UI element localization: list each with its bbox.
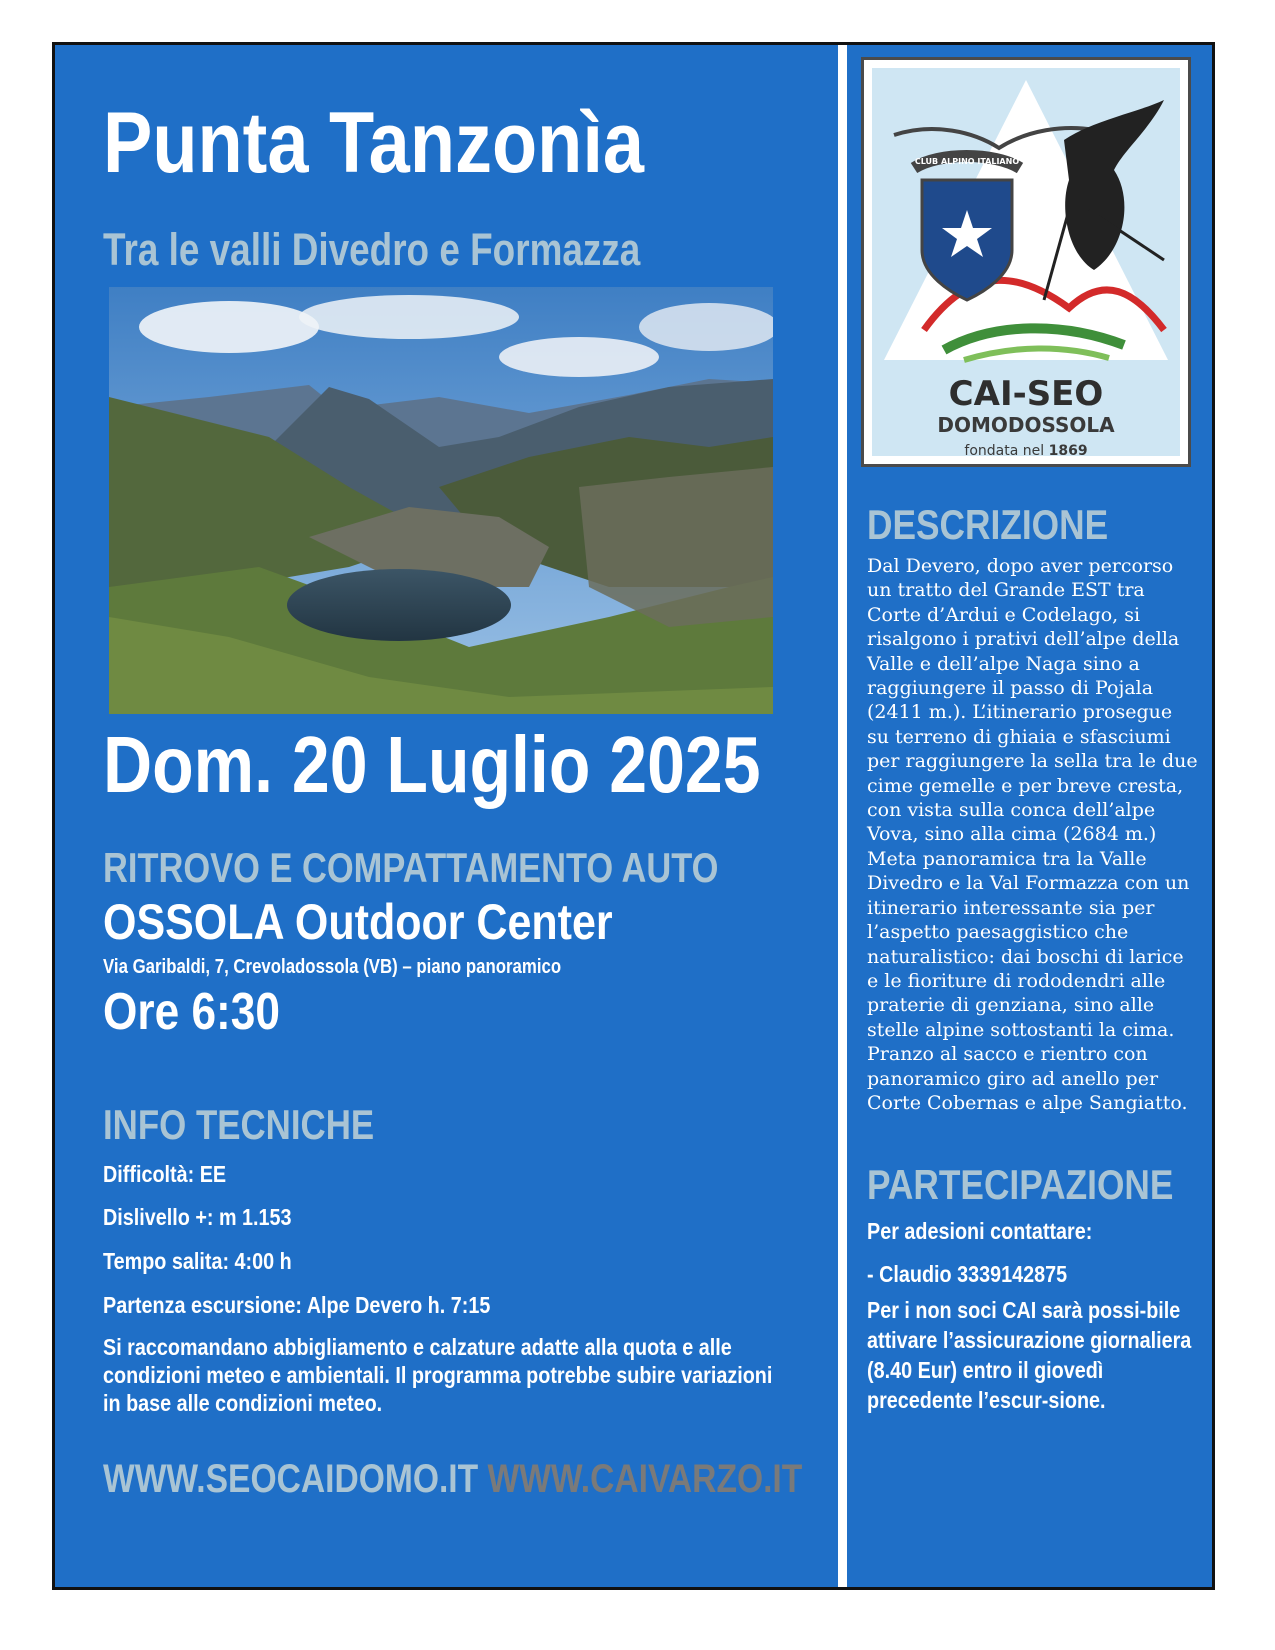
description-line: per raggiungere la sella tra le due xyxy=(867,750,1198,773)
info-difficulty: Difficoltà: EE xyxy=(103,1161,227,1187)
left-column xyxy=(55,45,838,1587)
meeting-time: Ore 6:30 xyxy=(103,983,280,1041)
meeting-address: Via Garibaldi, 7, Crevoladossola (VB) – piano panoramico xyxy=(103,956,562,978)
cai-seo-logo xyxy=(861,57,1191,467)
description-heading: DESCRIZIONE xyxy=(867,501,1109,548)
description-text xyxy=(867,554,1207,1115)
meeting-heading: RITROVO E COMPATTAMENTO AUTO xyxy=(103,844,719,891)
description-line: Meta panoramica tra la Valle xyxy=(867,847,1147,870)
column-divider xyxy=(838,45,847,1587)
description-line: raggiungere il passo di Pojala xyxy=(867,677,1154,700)
logo-ribbon: CLUB ALPINO ITALIANO xyxy=(914,157,1020,166)
description-line: risalgono i prativi dell’alpe della xyxy=(867,628,1180,651)
description-line: naturalistico: dai boschi di larice xyxy=(867,945,1184,968)
info-start: Partenza escursione: Alpe Devero h. 7:15 xyxy=(103,1292,491,1318)
meeting-place: OSSOLA Outdoor Center xyxy=(103,894,613,950)
participation-note: Per i non soci CAI sarà possi-bile attivare l’assicurazione giornaliera (8.40 Eur) entro il giovedì precedente l’escur-sione. xyxy=(867,1297,1192,1413)
description-line: Corte d’Ardui e Codelago, si xyxy=(867,603,1141,626)
description-line: panoramico giro ad anello per xyxy=(867,1067,1159,1090)
description-line: su terreno di ghiaia e sfasciumi xyxy=(867,725,1171,748)
logo-name: CAI-SEO xyxy=(948,374,1104,414)
description-line: l’aspetto paesaggistico che xyxy=(867,921,1129,944)
info-ascent-time: Tempo salita: 4:00 h xyxy=(103,1248,292,1274)
right-column xyxy=(847,45,1212,1587)
event-date: Dom. 20 Luglio 2025 xyxy=(103,720,761,809)
info-note: Si raccomandano abbigliamento e calzature adatte alla quota e alle condizioni meteo e ambientali. Il programma potrebbe subire variazioni in base alle condizioni meteo. xyxy=(103,1334,773,1416)
participation-heading: PARTECIPAZIONE xyxy=(867,1161,1174,1208)
description-line: e le fioriture di rododendri alle xyxy=(867,969,1166,992)
logo-founded: fondata nel 1869 xyxy=(964,443,1088,459)
description-line: cime gemelle e per breve cresta, xyxy=(867,774,1184,797)
description-line: Vova, sino alla cima (2684 m.) xyxy=(867,823,1157,846)
description-line: Divedro e la Val Formazza con un xyxy=(867,872,1190,895)
description-line: Corte Cobernas e alpe Sangiatto. xyxy=(867,1091,1188,1114)
website-links xyxy=(103,1455,802,1503)
description-line: itinerario interessante sia per xyxy=(867,896,1155,919)
description-line: Pranzo al sacco e rientro con xyxy=(867,1043,1148,1066)
participation-contact: - Claudio 3339142875 xyxy=(867,1261,1068,1287)
event-title: Punta Tanzonìa xyxy=(103,95,645,191)
description-line: stelle alpine sottostanti la cima. xyxy=(867,1018,1175,1041)
description-line: Valle e dell’alpe Naga sino a xyxy=(867,652,1140,675)
description-line: Dal Devero, dopo aver percorso xyxy=(867,555,1174,577)
mountain-lake-photo xyxy=(109,287,773,714)
event-subtitle: Tra le valli Divedro e Formazza xyxy=(103,224,641,275)
description-line: (2411 m.). L’itinerario prosegue xyxy=(867,701,1173,724)
cai-logo-emblem xyxy=(864,60,1188,464)
participation-contact-label: Per adesioni contattare: xyxy=(867,1218,1093,1244)
poster-frame xyxy=(52,42,1215,1590)
link-seocaidomo[interactable]: WWW.SEOCAIDOMO.IT xyxy=(103,1457,479,1501)
link-caivarzo[interactable]: WWW.CAIVARZO.IT xyxy=(487,1457,803,1501)
landscape-image xyxy=(109,287,773,714)
logo-city: DOMODOSSOLA xyxy=(937,413,1115,437)
description-line: praterie di genziana, sino alle xyxy=(867,994,1155,1017)
info-elevation: Dislivello +: m 1.153 xyxy=(103,1204,292,1230)
description-line: un tratto del Grande EST tra xyxy=(867,579,1145,602)
description-line: con vista sulla conca dell’alpe xyxy=(867,799,1156,822)
info-heading: INFO TECNICHE xyxy=(103,1101,375,1148)
